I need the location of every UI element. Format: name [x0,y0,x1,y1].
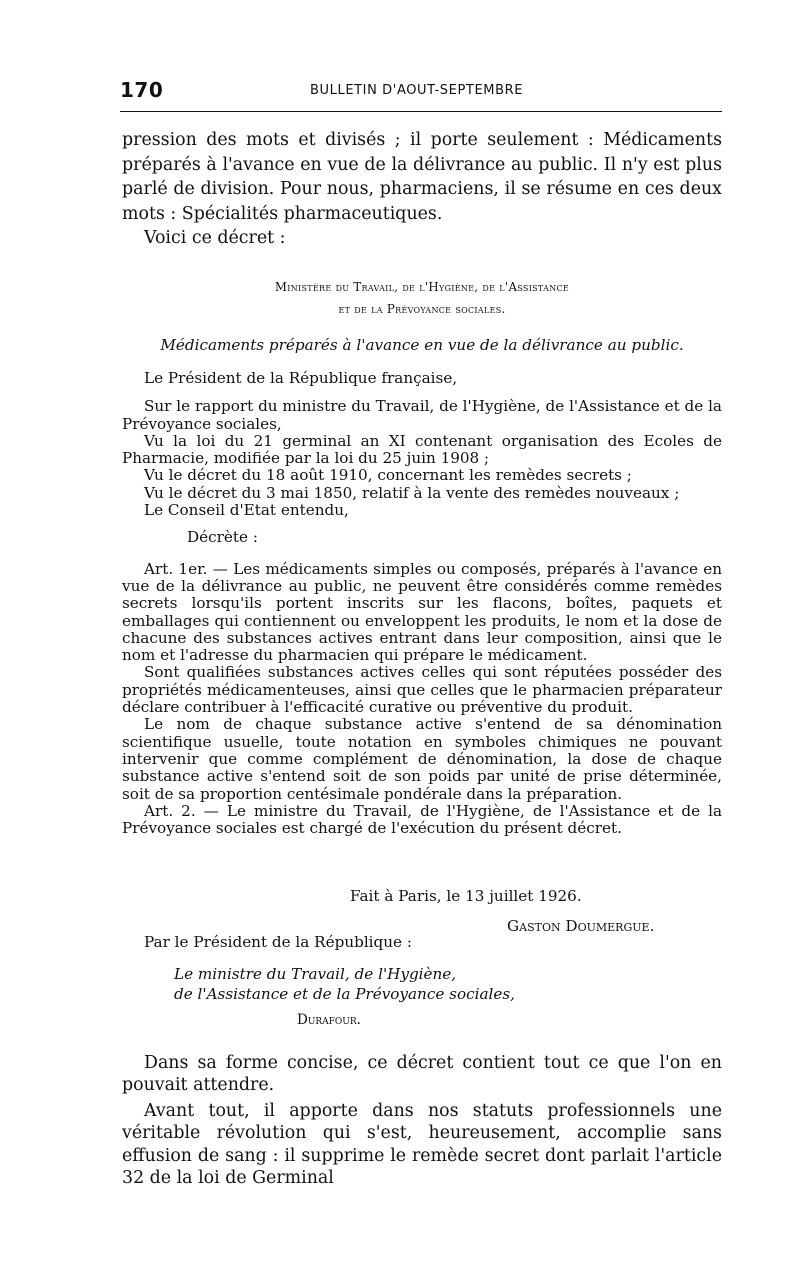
considerant-conseil-etat: Le Conseil d'Etat entendu, [144,501,349,520]
intro-lead-in: Voici ce décret : [144,228,286,249]
considerant-decret-1910: Vu le décret du 18 août 1910, concernant les remèdes secrets ; [144,466,632,485]
decree-decrete: Décrète : [187,528,258,547]
president-signature-name: Gaston Doumergue. [507,917,655,935]
closing-section [122,1052,722,1189]
minister-title-line1: Le ministre du Travail, de l'Hygiène, [174,965,457,983]
header-rule [120,111,722,112]
closing-paragraph-1: Dans sa forme concise, ce décret contient tout ce que l'on en pouvait attendre. [122,1053,722,1096]
par-le-president: Par le Président de la République : [144,933,412,951]
ministry-title-line2: et de la Prévoyance sociales. [338,302,506,316]
article-1-substances-actives: Sont qualifiées substances actives celles qui sont réputées posséder des propriétés médicamenteuses, ainsi que celles que le pharmacien préparateur déclare contribuer à l'efficacité curative ou préventive du produit. [122,663,722,717]
decree-subtitle: Médicaments préparés à l'avance en vue de la délivrance au public. [160,336,684,354]
minister-signature-name: Durafour. [297,1012,361,1028]
intro-section [122,128,722,251]
considerant-loi-germinal: Vu la loi du 21 germinal an XI contenant organisation des Ecoles de Pharmacie, modifiée par la loi du 25 juin 1908 ; [122,431,722,468]
intro-paragraph: pression des mots et divisés ; il porte seulement : Médicaments préparés à l'avance en vue de la délivrance au public. Il n'y est plus parlé de division. Pour nous, pharmaciens, il se résume en ces deux mots : Spécialités pharmaceutiques. [122,130,722,224]
decree-president: Le Président de la République française, [144,369,458,387]
decree-body [122,370,722,837]
article-1-denomination: Le nom de chaque substance active s'entend de sa dénomination scientifique usuelle, toute notation en symboles chimiques ne pouvant intervenir que comme complément de dénomination, la dose de chaque substance active s'entend soit de son poids par unité de prise déterminée, soit de sa proportion centésimale pondérale dans la préparation. [122,715,722,803]
decree-date-line: Fait à Paris, le 13 juillet 1926. [350,887,582,905]
closing-paragraph-2: Avant tout, il apporte dans nos statuts professionnels une véritable révolution qui s'est, heureusement, accomplie sans effusion de sang : il supprime le remède secret dont parlait l'article 32 de la loi de Germinal [122,1100,722,1189]
ministry-title-line1: Ministère du Travail, de l'Hygiène, de l'Assistance [274,280,570,294]
minister-signature [122,1012,800,1028]
minister-title-line2: de l'Assistance et de la Prévoyance sociales, [174,985,515,1003]
ministry-title [122,276,722,320]
article-2: Art. 2. — Le ministre du Travail, de l'Hygiène, de l'Assistance et de la Prévoyance sociales est chargé de l'exécution du présent décret. [122,801,722,838]
considerant-rapport: Sur le rapport du ministre du Travail, de l'Hygiène, de l'Assistance et de la Prévoyance sociales, [122,397,722,433]
considerant-decret-1850: Vu le décret du 3 mai 1850, relatif à la vente des remèdes nouveaux ; [144,483,680,502]
page-header [120,78,722,108]
article-1: Art. 1er. — Les médicaments simples ou composés, préparés à l'avance en vue de la délivrance au public, ne peuvent être considérés comme remèdes secrets lorsqu'ils portent inscrits sur les flacons, boîtes, paquets et emballages qui contiennent ou enveloppent les produits, le nom et la dose de chacune des substances actives entrant dans leur composition, ainsi que le nom et l'adresse du pharmacien qui prépare le médicament. [122,559,722,665]
running-head: BULLETIN D'AOUT-SEPTEMBRE [310,83,524,98]
page-number: 170 [120,78,164,102]
